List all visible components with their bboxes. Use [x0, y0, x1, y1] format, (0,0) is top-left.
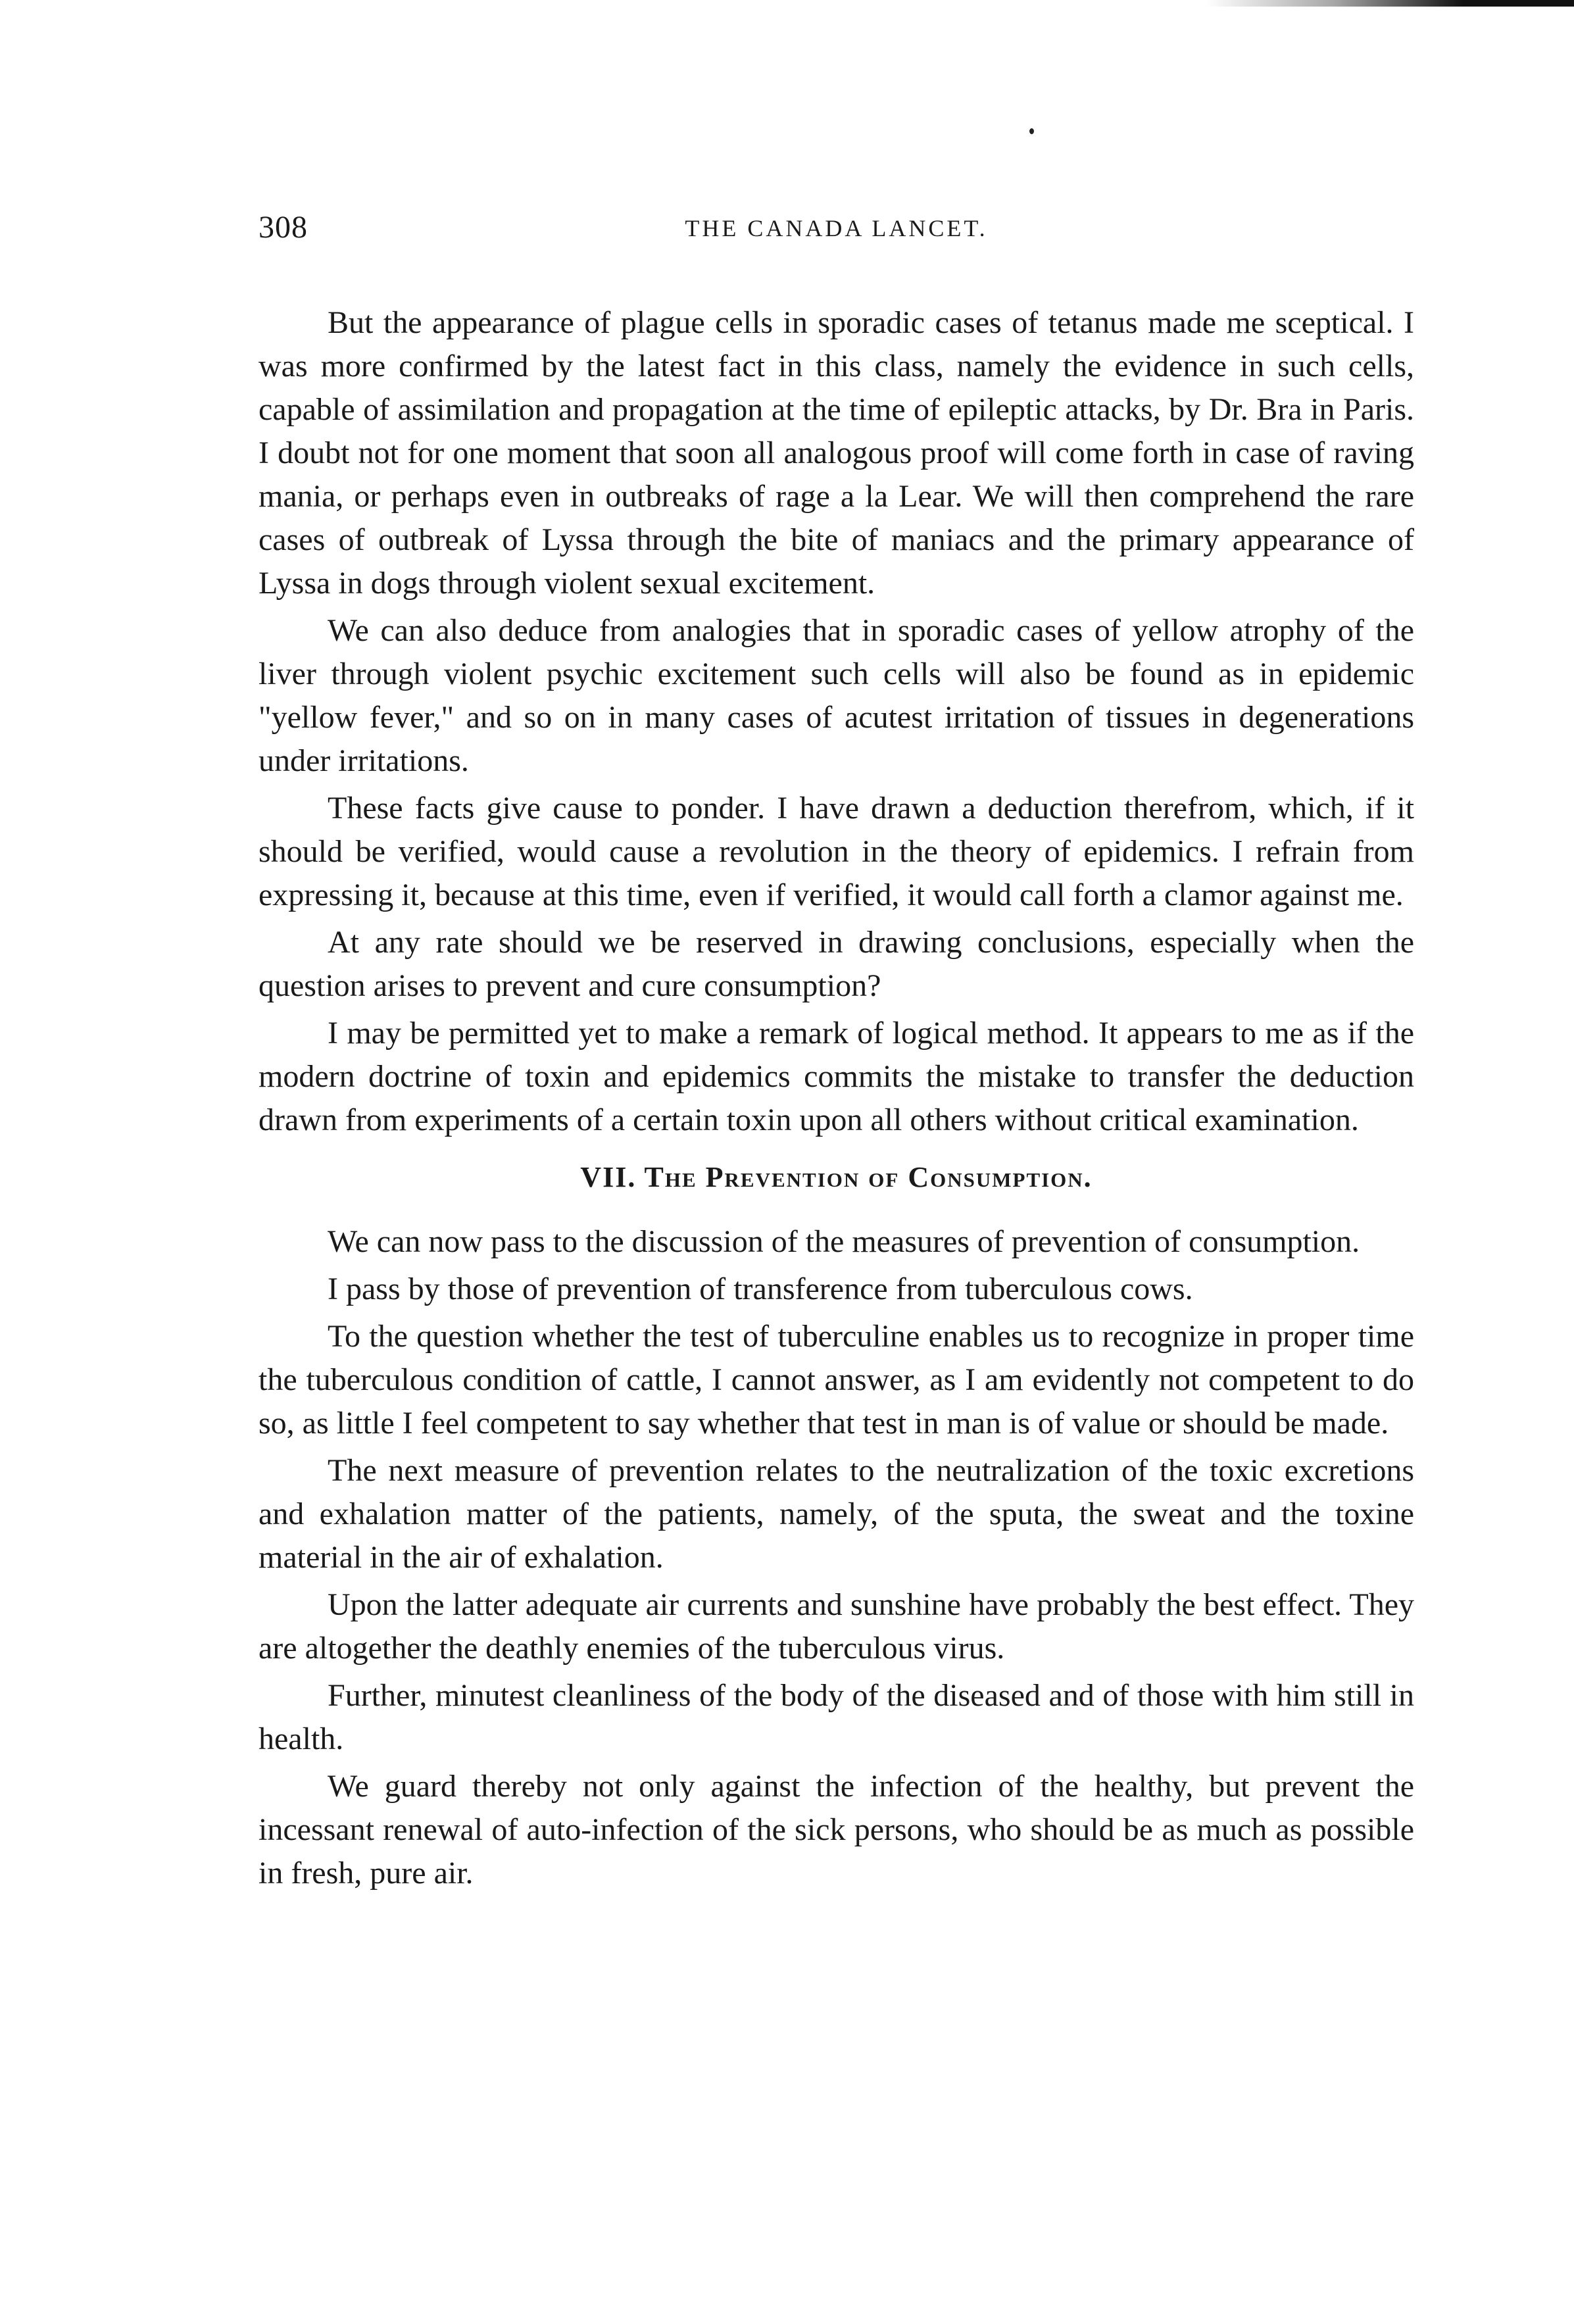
paragraph-toxic-excretions: The next measure of prevention relates to the neutralization of the toxic excretions and exhalation matter of the patients, namely, of the sputa, the sweat and the toxine material in the air of exhalation.	[258, 1453, 1414, 1575]
scan-edge-mark	[1206, 0, 1574, 7]
paragraph-air-and-sunshine: Upon the latter adequate air currents and sunshine have probably the best effect. They are altogether the deathly enemies of the tuberculous virus.	[258, 1587, 1414, 1666]
paragraph-tuberculous-cows: I pass by those of prevention of transference from tuberculous cows.	[328, 1272, 1193, 1306]
ink-speck	[1029, 128, 1034, 134]
paragraph-auto-infection: We guard thereby not only against the infection of the healthy, but prevent the incessant renewal of auto-infection of the sick persons, who should be as much as possible in fresh, pure air.	[258, 1769, 1414, 1891]
paragraph-cleanliness: Further, minutest cleanliness of the body of the diseased and of those with him still in health.	[258, 1678, 1414, 1756]
paragraph-yellow-atrophy: We can also deduce from analogies that in sporadic cases of yellow atrophy of the liver through violent psychic excitement such cells will also be found as in epidemic "yellow fever," and so on in many cases of acutest irritation of tissues in degenerations under irritations.	[258, 613, 1414, 778]
paragraph-reserved-conclusions: At any rate should we be reserved in drawing conclusions, especially when the question arises to prevent and cure consumption?	[258, 925, 1414, 1003]
document-page	[258, 209, 1414, 1899]
page-number: 308	[258, 210, 308, 245]
paragraph-measures-of-prevention: We can now pass to the discussion of the measures of prevention of consumption.	[328, 1224, 1360, 1259]
paragraph-tetanus-plague-cells: But the appearance of plague cells in sporadic cases of tetanus made me sceptical. I was more confirmed by the latest fact in this class, namely the evidence in such cells, capable of assimilation and propagation at the time of epileptic attacks, by Dr. Bra in Paris. I doubt not for one moment that soon all analogous proof will come forth in case of raving mania, or perhaps even in outbreaks of rage a la Lear. We will then comprehend the rare cases of outbreak of Lyssa through the bite of maniacs and the primary appearance of Lyssa in dogs through violent sexual excitement.	[258, 305, 1414, 601]
paragraph-theory-of-epidemics: These facts give cause to ponder. I have drawn a deduction therefrom, which, if it should be verified, would cause a revolution in the theory of epidemics. I refrain from expressing it, because at this time, even if verified, it would call forth a clamor against me.	[258, 791, 1414, 912]
journal-title: THE CANADA LANCET.	[685, 215, 988, 241]
paragraph-logical-method: I may be permitted yet to make a remark of logical method. It appears to me as if the modern doctrine of toxin and epidemics commits the mistake to transfer the deduction drawn from experiments of a certain toxin upon all others without critical examination.	[258, 1016, 1414, 1137]
paragraph-tuberculine-test: To the question whether the test of tuberculine enables us to recognize in proper time the tuberculous condition of cattle, I cannot answer, as I am evidently not competent to do so, as little I feel competent to say whether that test in man is of value or should be made.	[258, 1319, 1414, 1441]
section-heading: VII. The Prevention of Consumption.	[580, 1161, 1093, 1193]
running-head	[258, 209, 1414, 262]
